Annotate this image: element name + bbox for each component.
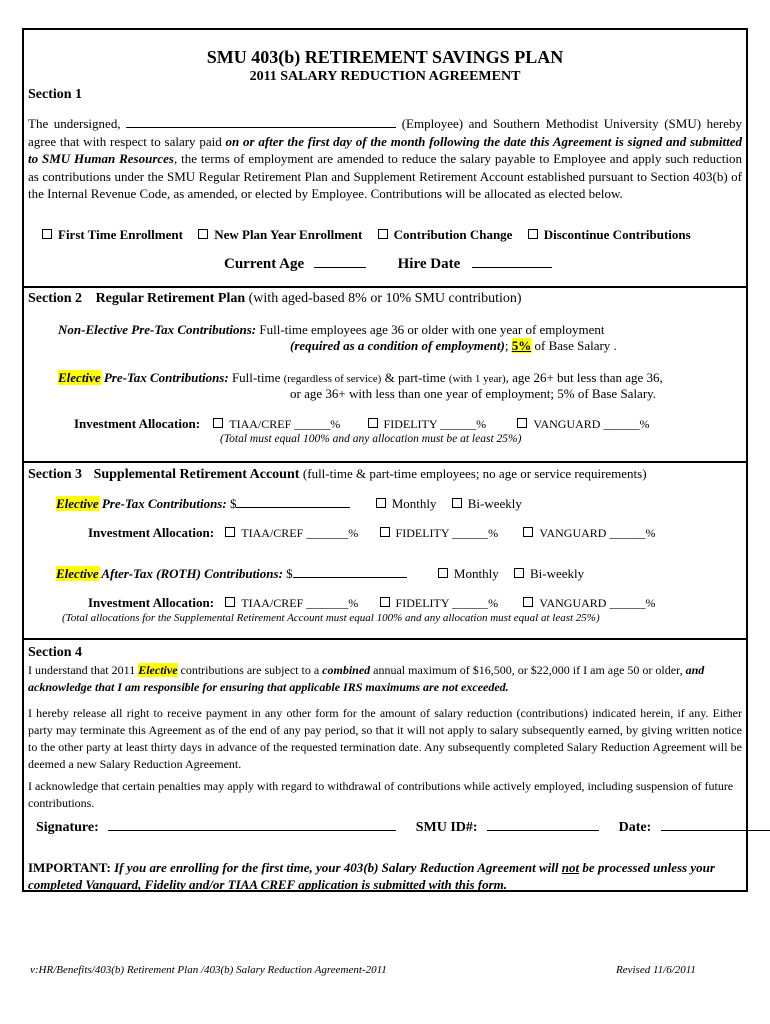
punct: ;	[504, 338, 509, 353]
hire-date-label: Hire Date	[397, 256, 461, 272]
footer-revised: Revised 11/6/2011	[616, 964, 696, 976]
checkbox-vanguard[interactable]	[517, 418, 527, 428]
option-label: Contribution Change	[393, 227, 513, 242]
nonelective-percent: 5%	[511, 338, 532, 353]
elective-highlight: Elective	[56, 496, 99, 511]
checkbox-fidelity[interactable]	[368, 418, 378, 428]
biweekly-label: Bi-weekly	[529, 566, 585, 581]
current-age-label: Current Age	[224, 256, 305, 272]
elective-line2: or age 36+ with less than one year of employment; 5% of Base Salary.	[290, 386, 657, 401]
divider	[24, 638, 746, 640]
important-label: IMPORTANT:	[28, 860, 111, 875]
checkbox-tiaa[interactable]	[225, 597, 235, 607]
monthly-label: Monthly	[391, 496, 437, 511]
checkbox-biweekly[interactable]	[514, 568, 524, 578]
checkbox[interactable]	[198, 229, 208, 239]
checkbox[interactable]	[528, 229, 538, 239]
allocation-fidelity[interactable]: FIDELITY ______%	[395, 596, 499, 610]
option-label: First Time Enrollment	[58, 227, 183, 242]
footer-path: v:HR/Benefits/403(b) Retirement Plan /403(b) Salary Reduction Agreement-2011	[30, 964, 387, 976]
important-not: not	[561, 860, 580, 875]
allocation-tiaa[interactable]: TIAA/CREF _______%	[241, 526, 359, 540]
section3-label: Section 3	[28, 467, 83, 482]
nonelective-text: Full-time employees age 36 or older with one year of employment	[259, 322, 605, 337]
checkbox-vanguard[interactable]	[523, 527, 533, 537]
allocation-label: Investment Allocation:	[88, 595, 215, 610]
elective-fulltime: Full-time	[231, 370, 281, 385]
important-text: If you are enrolling for the first time, your 403(b) Salary Reduction Agreement will	[114, 860, 562, 875]
text: I understand that 2011	[28, 663, 139, 677]
pretax-row	[56, 496, 522, 512]
current-age-field[interactable]	[314, 266, 366, 268]
form-frame	[22, 28, 748, 892]
checkbox[interactable]	[42, 229, 52, 239]
important-notice	[28, 859, 742, 893]
smu-id-field[interactable]	[487, 829, 599, 831]
allocation-tiaa[interactable]: TIAA/CREF ______%	[229, 417, 341, 431]
section2-note: (with aged-based 8% or 10% SMU contribution)	[248, 291, 522, 306]
checkbox-tiaa[interactable]	[225, 527, 235, 537]
agreement-text-2: , the terms of employment are amended to reduce the salary payable to Employee and apply such reduction as contributions under the SMU Regular Retirement Plan and Supplement Retirement Account established pursuant to Section 403(b) of the Internal Revenue Code, as amended, or elected by Employee. Contributions will be allocated as elected below.	[28, 151, 742, 201]
checkbox-fidelity[interactable]	[380, 527, 390, 537]
divider	[24, 461, 746, 463]
checkbox-fidelity[interactable]	[380, 597, 390, 607]
elective-highlight: Elective	[138, 663, 178, 677]
nonelective-required: (required as a condition of employment)	[290, 338, 505, 353]
section3-allocation-1	[88, 525, 655, 541]
age-hire-row	[224, 256, 552, 273]
allocation-label: Investment Allocation:	[74, 416, 201, 431]
undersigned-label: The undersigned,	[28, 116, 121, 131]
elective-highlight: Elective	[56, 566, 99, 581]
section4-paragraph3: I acknowledge that certain penalties may apply with regard to withdrawal of contributions while actively employed, including suspension of future contributions.	[28, 779, 734, 810]
agreement-condition: on or after the first day of the month following the date this Agreement is signed and submitted to SMU Human Resources	[28, 133, 742, 166]
nonelective-line1	[58, 322, 605, 338]
nonelective-line2	[290, 338, 617, 354]
section4-paragraph1	[28, 662, 742, 696]
employee-name-field[interactable]	[126, 126, 396, 128]
nonelective-label: Non-Elective Pre-Tax Contributions:	[58, 322, 257, 337]
option-label: Discontinue Contributions	[543, 227, 691, 242]
option-contribution-change[interactable]	[378, 227, 513, 242]
form-title: SMU 403(b) RETIREMENT SAVINGS PLAN	[206, 47, 564, 67]
text: annual maximum of $16,500, or $22,000 if I am age 50 or older,	[370, 663, 686, 677]
section2-title: Regular Retirement Plan	[95, 291, 246, 306]
irs-acknowledgement: and acknowledge that I am responsible for ensuring that applicable IRS maximums are not exceeded.	[28, 663, 705, 694]
checkbox-monthly[interactable]	[438, 568, 448, 578]
elective-label: Pre-Tax Contributions:	[100, 370, 229, 385]
date-field[interactable]	[661, 829, 770, 831]
combined-emphasis: combined	[322, 663, 371, 677]
checkbox-monthly[interactable]	[376, 498, 386, 508]
allocation-tiaa[interactable]: TIAA/CREF _______%	[241, 596, 359, 610]
checkbox[interactable]	[378, 229, 388, 239]
divider	[24, 286, 746, 288]
section3-header	[28, 466, 647, 483]
elective-fulltime-note: (regardless of service)	[283, 373, 382, 385]
aftertax-row	[56, 566, 584, 582]
elective-parttime-note: (with 1 year)	[448, 373, 506, 385]
section3-allocation-note: (Total allocations for the Supplemental Retirement Account must equal 100% and any allocation must equal at least 25%)	[62, 612, 600, 624]
allocation-label: Investment Allocation:	[88, 525, 215, 540]
option-new-plan-year[interactable]	[198, 227, 362, 242]
aftertax-label: After-Tax (ROTH) Contributions:	[98, 566, 283, 581]
elective-parttime: & part-time	[384, 370, 446, 385]
allocation-vanguard[interactable]: VANGUARD ______%	[539, 596, 656, 610]
option-discontinue[interactable]	[528, 227, 691, 242]
enrollment-options	[42, 227, 691, 243]
checkbox-tiaa[interactable]	[213, 418, 223, 428]
allocation-vanguard[interactable]: VANGUARD ______%	[539, 526, 656, 540]
option-label: New Plan Year Enrollment	[214, 227, 363, 242]
agreement-text-1: (Employee) and Southern Methodist University (SMU) hereby agree that with respect to salary paid	[28, 116, 743, 149]
elective-rest: , age 26+ but less than age 36,	[505, 370, 663, 385]
signature-label: Signature:	[36, 820, 99, 835]
allocation-fidelity[interactable]: FIDELITY ______%	[383, 417, 487, 431]
section4-paragraph2: I hereby release all right to receive payment in any other form for the amount of salary reduction (contributions) indicated herein, if any. Either party may terminate this Agreement as of the end of any pay period, so that it will not apply to salary subsequently earned, by giving written notice to the other party at least thirty days in advance of the requested termination date. Any subsequently completed Salary Reduction Agreement will be deemed a new Salary Reduction Agreement.	[28, 706, 742, 771]
section3-note: (full-time & part-time employees; no age or service requirements)	[302, 466, 647, 481]
pretax-label: Pre-Tax Contributions:	[98, 496, 227, 511]
smu-id-label: SMU ID#:	[415, 820, 478, 835]
section1-label: Section 1	[28, 87, 83, 102]
section1-paragraph	[28, 115, 742, 203]
text: contributions are subject to a	[177, 663, 323, 677]
section3-allocation-2	[88, 595, 655, 611]
checkbox-biweekly[interactable]	[452, 498, 462, 508]
dollar-sign: $	[229, 496, 237, 511]
section2-label: Section 2	[28, 291, 83, 306]
hire-date-field[interactable]	[472, 266, 552, 268]
section2-allocation	[74, 416, 649, 432]
elective-highlight: Elective	[58, 370, 101, 385]
section4-label: Section 4	[28, 645, 83, 660]
signature-field[interactable]	[108, 829, 396, 831]
biweekly-label: Bi-weekly	[467, 496, 522, 511]
nonelective-tail: of Base Salary .	[534, 338, 617, 353]
aftertax-amount-field[interactable]	[293, 576, 407, 578]
pretax-amount-field[interactable]	[236, 506, 350, 508]
form-subtitle: 2011 SALARY REDUCTION AGREEMENT	[249, 69, 521, 84]
allocation-fidelity[interactable]: FIDELITY ______%	[395, 526, 499, 540]
checkbox-vanguard[interactable]	[523, 597, 533, 607]
signature-row	[36, 820, 770, 836]
important-text: be processed unless your completed Vanguard, Fidelity and/or TIAA CREF application is submitted with this form.	[28, 860, 715, 892]
monthly-label: Monthly	[453, 566, 499, 581]
section2-allocation-note: (Total must equal 100% and any allocation must be at least 25%)	[220, 433, 522, 445]
dollar-sign: $	[286, 566, 293, 581]
option-first-time[interactable]	[42, 227, 183, 242]
section2-header	[28, 291, 522, 307]
allocation-vanguard[interactable]: VANGUARD ______%	[533, 417, 650, 431]
section3-title: Supplemental Retirement Account	[93, 467, 300, 482]
date-label: Date:	[618, 820, 652, 835]
elective-line1	[58, 370, 663, 386]
